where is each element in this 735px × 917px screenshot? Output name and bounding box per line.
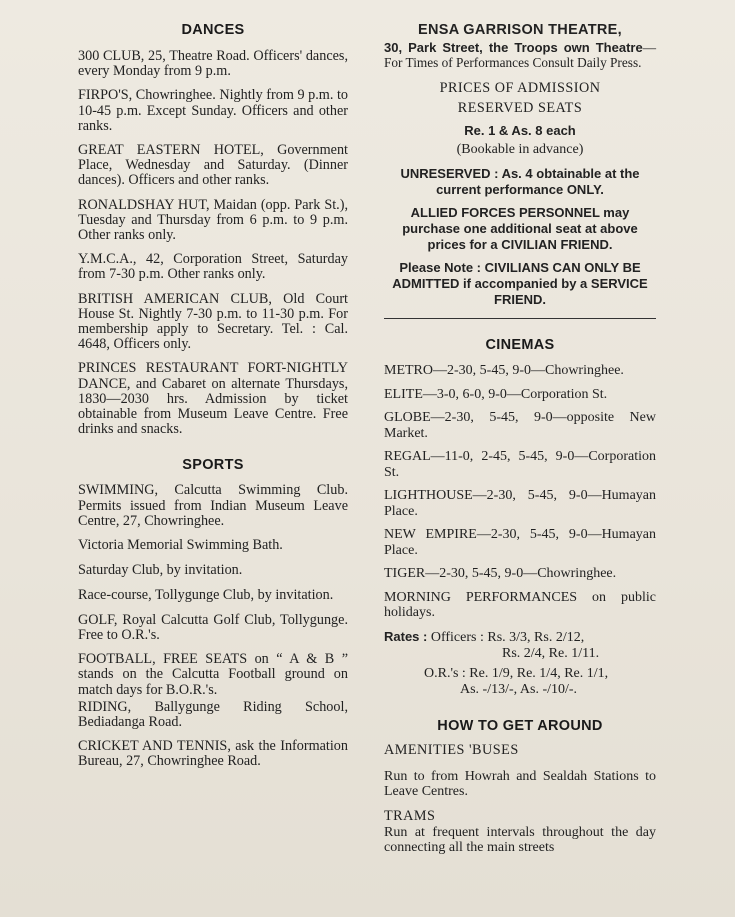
dances-heading: DANCES <box>181 22 245 38</box>
ensa-title: ENSA GARRISON THEATRE, <box>418 22 622 38</box>
ensa-times: —For Times of Performances Consult Daily Press. <box>384 40 656 70</box>
reserved-price: Re. 1 & As. 8 each <box>464 123 576 138</box>
cinema-entry: MORNING PERFORMANCES on public holidays. <box>384 589 656 620</box>
cinemas-heading: CINEMAS <box>485 337 555 353</box>
sport-entry: FOOTBALL, FREE SEATS on “ A & B ” stands on the Calcutta Football ground on match days for B.O.R.'s. <box>78 651 348 698</box>
sports-heading: SPORTS <box>182 457 244 474</box>
dance-entry: Y.M.C.A., 42, Corporation Street, Saturday from 7-30 p.m. Other ranks only. <box>78 251 348 283</box>
sport-entry: CRICKET AND TENNIS, ask the Information Bureau, 27, Chowringhee Road. <box>78 738 348 770</box>
sport-entry: Victoria Memorial Swimming Bath. <box>78 537 283 554</box>
reserved-heading: RESERVED SEATS <box>457 100 583 116</box>
sport-entry: Saturday Club, by invitation. <box>78 562 243 579</box>
rates-or-cont: As. -/13/-, As. -/10/-. <box>460 681 578 697</box>
buses-text: Run to from Howrah and Sealdah Stations to Leave Centres. <box>384 768 656 799</box>
dance-entry: PRINCES RESTAURANT FORT-NIGHTLY DANCE, and Cabaret on alternate Thursdays, 1830—2030 hrs. Admission by ticket obtainable from Museum Leave Centre. Free drinks and snacks. <box>78 360 348 438</box>
sport-entry: RIDING, Ballygunge Riding School, Bediadanga Road. <box>78 698 348 730</box>
cinema-rates <box>384 629 656 698</box>
ensa-section <box>384 22 656 319</box>
ensa-address: 30, Park Street, the Troops own Theatre <box>384 40 643 55</box>
sport-entry: Race-course, Tollygunge Club, by invitation. <box>78 587 334 604</box>
cinema-entry: REGAL—11-0, 2-45, 5-45, 9-0—Corporation St. <box>384 449 656 480</box>
rates-label: Rates : <box>384 628 428 644</box>
cinema-entry: LIGHTHOUSE—2-30, 5-45, 9-0—Humayan Place. <box>384 488 656 519</box>
trams-heading: TRAMS <box>384 807 436 824</box>
getting-around-heading: HOW TO GET AROUND <box>437 717 603 734</box>
left-column <box>78 22 348 779</box>
dance-entry: BRITISH AMERICAN CLUB, Old Court House St. Nightly 7-30 p.m. to 11-30 p.m. For membership apply to Secretary. Tel. : Cal. 4648, Officers only. <box>78 290 348 353</box>
civilians-note: Please Note : CIVILIANS CAN ONLY BE ADMITTED if accompanied by a SERVICE FRIEND. <box>392 260 648 307</box>
cinema-entry: METRO—2-30, 5-45, 9-0—Chowringhee. <box>384 363 624 378</box>
rates-officers: Officers : Rs. 3/3, Rs. 2/12, <box>430 629 585 645</box>
cinema-entry: NEW EMPIRE—2-30, 5-45, 9-0—Humayan Place. <box>384 527 656 558</box>
dance-entry: GREAT EASTERN HOTEL, Government Place, Wednesday and Saturday. (Dinner dances). Officers and other ranks. <box>78 142 348 189</box>
sport-entry: GOLF, Royal Calcutta Golf Club, Tollygunge. Free to O.R.'s. <box>78 611 348 643</box>
dance-entry: RONALDSHAY HUT, Maidan (opp. Park St.), Tuesday and Thursday from 6 p.m. to 9 p.m. Other ranks only. <box>78 196 348 244</box>
dance-entry: 300 CLUB, 25, Theatre Road. Officers' dances, every Monday from 9 p.m. <box>78 48 348 80</box>
prices-heading: PRICES OF ADMISSION <box>439 80 601 96</box>
bookable-note: (Bookable in advance) <box>456 142 584 157</box>
trams-text: Run at frequent intervals throughout the day connecting all the main streets <box>384 824 656 855</box>
right-column <box>384 22 656 864</box>
buses-heading: AMENITIES 'BUSES <box>384 741 519 758</box>
allied-info: ALLIED FORCES PERSONNEL may purchase one additional seat at above prices for a CIVILIAN FRIEND. <box>402 205 638 252</box>
cinema-entry: ELITE—3-0, 6-0, 9-0—Corporation St. <box>384 386 608 402</box>
rates-officers-cont: Rs. 2/4, Re. 1/11. <box>502 645 600 661</box>
section-divider <box>384 318 656 319</box>
unreserved-info: UNRESERVED : As. 4 obtainable at the current performance ONLY. <box>400 166 640 197</box>
sport-entry: SWIMMING, Calcutta Swimming Club. Permits issued from Indian Museum Leave Centre, 27, Chowringhee. <box>78 482 348 529</box>
cinema-entry: TIGER—2-30, 5-45, 9-0—Chowringhee. <box>384 566 617 581</box>
dance-entry: FIRPO'S, Chowringhee. Nightly from 9 p.m. to 10-45 p.m. Except Sunday. Officers and other ranks. <box>78 87 348 134</box>
rates-or: O.R.'s : Re. 1/9, Re. 1/4, Re. 1/1, <box>424 665 609 681</box>
ensa-description <box>384 40 656 70</box>
cinema-entry: GLOBE—2-30, 5-45, 9-0—opposite New Market. <box>384 410 656 441</box>
